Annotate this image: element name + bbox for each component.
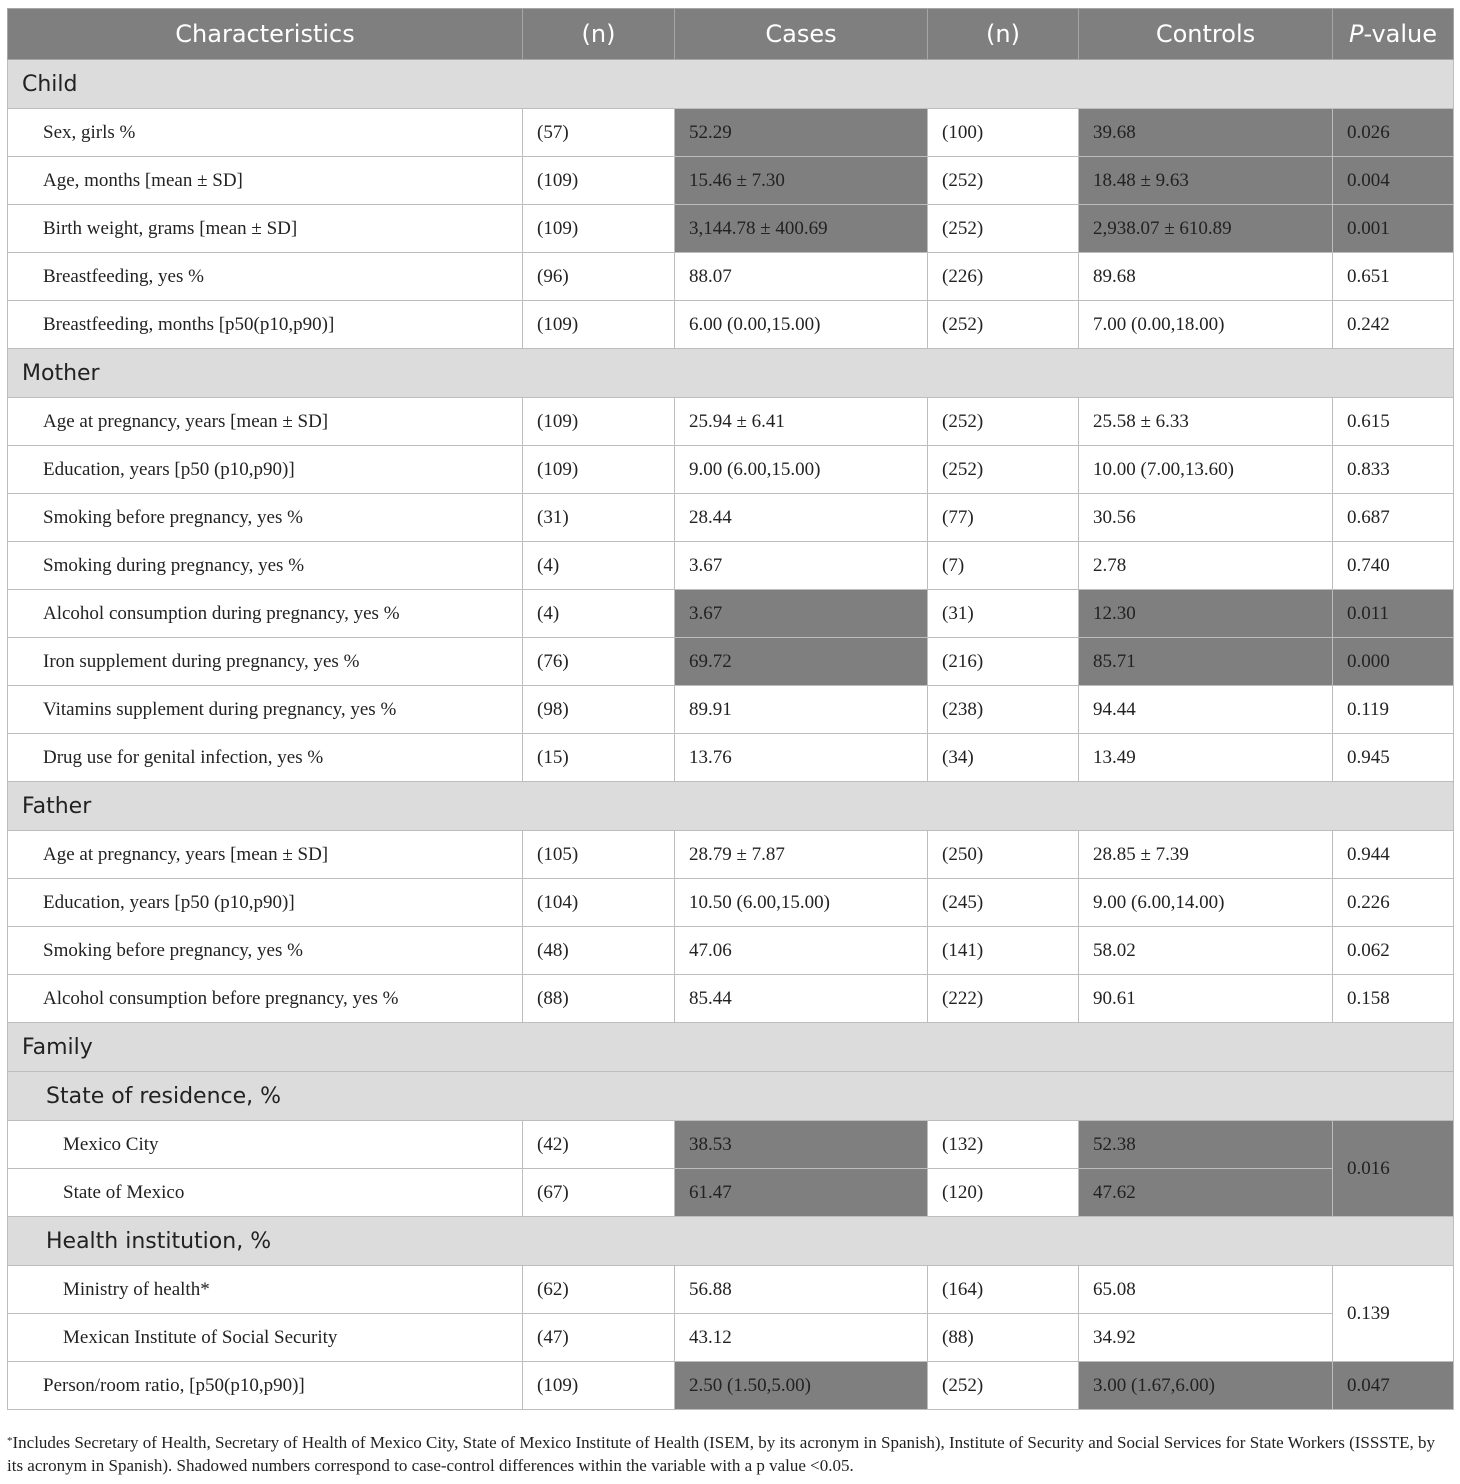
controls-n-cell: (252) (928, 446, 1079, 494)
row-label: Age at pregnancy, years [mean ± SD] (8, 398, 523, 446)
header-n-cases: (n) (523, 9, 675, 60)
controls-value-cell: 52.38 (1079, 1121, 1333, 1169)
table-row (8, 1266, 1454, 1314)
cases-n-cell: (104) (523, 879, 675, 927)
controls-n-cell: (120) (928, 1169, 1079, 1217)
p-value-cell: 0.833 (1333, 446, 1454, 494)
table-row (8, 542, 1454, 590)
footnote (7, 1430, 1453, 1477)
row-label: Vitamins supplement during pregnancy, yes % (8, 686, 523, 734)
controls-n-cell: (252) (928, 301, 1079, 349)
controls-n-cell: (252) (928, 157, 1079, 205)
controls-n-cell: (34) (928, 734, 1079, 782)
table-row (8, 157, 1454, 205)
cases-n-cell: (88) (523, 975, 675, 1023)
subsection-state-label: State of residence, % (8, 1072, 1454, 1121)
header-characteristics: Characteristics (8, 9, 523, 60)
cases-n-cell: (76) (523, 638, 675, 686)
controls-value-cell: 58.02 (1079, 927, 1333, 975)
row-label: Mexican Institute of Social Security (8, 1314, 523, 1362)
controls-n-cell: (141) (928, 927, 1079, 975)
header-p-rest: -value (1363, 20, 1438, 48)
controls-value-cell: 28.85 ± 7.39 (1079, 831, 1333, 879)
cases-value-cell: 47.06 (675, 927, 928, 975)
cases-n-cell: (109) (523, 1362, 675, 1410)
controls-value-cell: 65.08 (1079, 1266, 1333, 1314)
header-row (8, 9, 1454, 60)
row-label: Smoking before pregnancy, yes % (8, 494, 523, 542)
cases-value-cell: 69.72 (675, 638, 928, 686)
p-value-cell: 0.062 (1333, 927, 1454, 975)
controls-value-cell: 85.71 (1079, 638, 1333, 686)
controls-value-cell: 2.78 (1079, 542, 1333, 590)
section-child-label: Child (8, 60, 1454, 109)
row-label: Person/room ratio, [p50(p10,p90)] (8, 1362, 523, 1410)
cases-n-cell: (98) (523, 686, 675, 734)
controls-n-cell: (132) (928, 1121, 1079, 1169)
controls-n-cell: (252) (928, 1362, 1079, 1410)
row-label: Age at pregnancy, years [mean ± SD] (8, 831, 523, 879)
cases-value-cell: 6.00 (0.00,15.00) (675, 301, 928, 349)
table-row (8, 398, 1454, 446)
cases-value-cell: 85.44 (675, 975, 928, 1023)
section-father-label: Father (8, 782, 1454, 831)
cases-n-cell: (67) (523, 1169, 675, 1217)
controls-value-cell: 2,938.07 ± 610.89 (1079, 205, 1333, 253)
p-value-cell: 0.615 (1333, 398, 1454, 446)
controls-value-cell: 30.56 (1079, 494, 1333, 542)
cases-value-cell: 25.94 ± 6.41 (675, 398, 928, 446)
cases-n-cell: (42) (523, 1121, 675, 1169)
cases-value-cell: 3,144.78 ± 400.69 (675, 205, 928, 253)
row-label: Drug use for genital infection, yes % (8, 734, 523, 782)
controls-n-cell: (100) (928, 109, 1079, 157)
controls-value-cell: 89.68 (1079, 253, 1333, 301)
cases-n-cell: (4) (523, 542, 675, 590)
cases-value-cell: 3.67 (675, 542, 928, 590)
header-p-italic: P (1348, 20, 1364, 48)
p-value-cell: 0.016 (1333, 1121, 1454, 1217)
controls-n-cell: (252) (928, 205, 1079, 253)
table-row (8, 1314, 1454, 1362)
table-row (8, 975, 1454, 1023)
cases-value-cell: 28.44 (675, 494, 928, 542)
controls-value-cell: 47.62 (1079, 1169, 1333, 1217)
cases-n-cell: (62) (523, 1266, 675, 1314)
characteristics-table (7, 8, 1454, 1410)
table-row (8, 253, 1454, 301)
cases-value-cell: 61.47 (675, 1169, 928, 1217)
cases-n-cell: (105) (523, 831, 675, 879)
controls-n-cell: (222) (928, 975, 1079, 1023)
table-row (8, 879, 1454, 927)
controls-value-cell: 9.00 (6.00,14.00) (1079, 879, 1333, 927)
table-row (8, 1362, 1454, 1410)
p-value-cell: 0.001 (1333, 205, 1454, 253)
controls-value-cell: 25.58 ± 6.33 (1079, 398, 1333, 446)
controls-n-cell: (250) (928, 831, 1079, 879)
section-family-label: Family (8, 1023, 1454, 1072)
table-row (8, 494, 1454, 542)
characteristics-table-container (7, 8, 1453, 1410)
controls-n-cell: (252) (928, 398, 1079, 446)
controls-n-cell: (164) (928, 1266, 1079, 1314)
p-value-cell: 0.047 (1333, 1362, 1454, 1410)
cases-n-cell: (109) (523, 398, 675, 446)
table-row (8, 638, 1454, 686)
cases-value-cell: 3.67 (675, 590, 928, 638)
cases-value-cell: 13.76 (675, 734, 928, 782)
cases-value-cell: 38.53 (675, 1121, 928, 1169)
p-value-cell: 0.011 (1333, 590, 1454, 638)
controls-value-cell: 3.00 (1.67,6.00) (1079, 1362, 1333, 1410)
cases-n-cell: (4) (523, 590, 675, 638)
p-value-cell: 0.945 (1333, 734, 1454, 782)
section-child (8, 60, 1454, 109)
controls-value-cell: 12.30 (1079, 590, 1333, 638)
controls-value-cell: 7.00 (0.00,18.00) (1079, 301, 1333, 349)
cases-value-cell: 89.91 (675, 686, 928, 734)
controls-value-cell: 10.00 (7.00,13.60) (1079, 446, 1333, 494)
p-value-cell: 0.242 (1333, 301, 1454, 349)
section-mother (8, 349, 1454, 398)
cases-value-cell: 52.29 (675, 109, 928, 157)
cases-value-cell: 43.12 (675, 1314, 928, 1362)
table-row (8, 446, 1454, 494)
row-label: Education, years [p50 (p10,p90)] (8, 879, 523, 927)
subsection-health-label: Health institution, % (8, 1217, 1454, 1266)
cases-value-cell: 9.00 (6.00,15.00) (675, 446, 928, 494)
controls-value-cell: 94.44 (1079, 686, 1333, 734)
section-mother-label: Mother (8, 349, 1454, 398)
controls-value-cell: 90.61 (1079, 975, 1333, 1023)
row-label: Breastfeeding, months [p50(p10,p90)] (8, 301, 523, 349)
cases-n-cell: (31) (523, 494, 675, 542)
controls-value-cell: 34.92 (1079, 1314, 1333, 1362)
table-row (8, 1169, 1454, 1217)
p-value-cell: 0.687 (1333, 494, 1454, 542)
table-row (8, 831, 1454, 879)
controls-n-cell: (88) (928, 1314, 1079, 1362)
p-value-cell: 0.651 (1333, 253, 1454, 301)
controls-n-cell: (77) (928, 494, 1079, 542)
header-n-controls: (n) (928, 9, 1079, 60)
row-label: State of Mexico (8, 1169, 523, 1217)
cases-value-cell: 56.88 (675, 1266, 928, 1314)
subsection-health (8, 1217, 1454, 1266)
cases-value-cell: 88.07 (675, 253, 928, 301)
row-label: Alcohol consumption before pregnancy, yes % (8, 975, 523, 1023)
controls-value-cell: 13.49 (1079, 734, 1333, 782)
row-label: Mexico City (8, 1121, 523, 1169)
footnote-marker: * (7, 1435, 13, 1447)
cases-n-cell: (109) (523, 157, 675, 205)
row-label: Education, years [p50 (p10,p90)] (8, 446, 523, 494)
row-label: Smoking during pregnancy, yes % (8, 542, 523, 590)
controls-n-cell: (7) (928, 542, 1079, 590)
controls-n-cell: (216) (928, 638, 1079, 686)
table-row (8, 301, 1454, 349)
table-row (8, 734, 1454, 782)
cases-value-cell: 10.50 (6.00,15.00) (675, 879, 928, 927)
cases-n-cell: (109) (523, 446, 675, 494)
p-value-cell: 0.000 (1333, 638, 1454, 686)
p-value-cell: 0.026 (1333, 109, 1454, 157)
cases-value-cell: 28.79 ± 7.87 (675, 831, 928, 879)
row-label: Alcohol consumption during pregnancy, yes % (8, 590, 523, 638)
p-value-cell: 0.226 (1333, 879, 1454, 927)
cases-n-cell: (109) (523, 301, 675, 349)
cases-value-cell: 2.50 (1.50,5.00) (675, 1362, 928, 1410)
p-value-cell: 0.158 (1333, 975, 1454, 1023)
row-label: Sex, girls % (8, 109, 523, 157)
row-label: Smoking before pregnancy, yes % (8, 927, 523, 975)
subsection-state (8, 1072, 1454, 1121)
controls-n-cell: (226) (928, 253, 1079, 301)
p-value-cell: 0.004 (1333, 157, 1454, 205)
cases-n-cell: (57) (523, 109, 675, 157)
cases-n-cell: (96) (523, 253, 675, 301)
controls-n-cell: (31) (928, 590, 1079, 638)
controls-value-cell: 39.68 (1079, 109, 1333, 157)
header-p-value (1333, 9, 1454, 60)
cases-n-cell: (15) (523, 734, 675, 782)
cases-n-cell: (109) (523, 205, 675, 253)
p-value-cell: 0.740 (1333, 542, 1454, 590)
header-controls: Controls (1079, 9, 1333, 60)
p-value-cell: 0.944 (1333, 831, 1454, 879)
header-cases: Cases (675, 9, 928, 60)
row-label: Breastfeeding, yes % (8, 253, 523, 301)
controls-n-cell: (238) (928, 686, 1079, 734)
row-label: Ministry of health* (8, 1266, 523, 1314)
row-label: Birth weight, grams [mean ± SD] (8, 205, 523, 253)
section-father (8, 782, 1454, 831)
row-label: Age, months [mean ± SD] (8, 157, 523, 205)
footnote-text: Includes Secretary of Health, Secretary of Health of Mexico City, State of Mexico Institute of Health (ISEM, by its acronym in Spanish), Institute of Security and Social Services for State Workers (ISSSTE, by its acronym in Spanish). Shadowed numbers correspond to case-control differences within the variable with a p value <0.05. (7, 1433, 1436, 1475)
table-row (8, 590, 1454, 638)
table-row (8, 686, 1454, 734)
cases-n-cell: (47) (523, 1314, 675, 1362)
table-body (8, 60, 1454, 1410)
cases-n-cell: (48) (523, 927, 675, 975)
controls-value-cell: 18.48 ± 9.63 (1079, 157, 1333, 205)
cases-value-cell: 15.46 ± 7.30 (675, 157, 928, 205)
row-label: Iron supplement during pregnancy, yes % (8, 638, 523, 686)
controls-n-cell: (245) (928, 879, 1079, 927)
table-row (8, 927, 1454, 975)
p-value-cell: 0.119 (1333, 686, 1454, 734)
table-row (8, 205, 1454, 253)
section-family (8, 1023, 1454, 1072)
table-row (8, 109, 1454, 157)
p-value-cell: 0.139 (1333, 1266, 1454, 1362)
table-row (8, 1121, 1454, 1169)
